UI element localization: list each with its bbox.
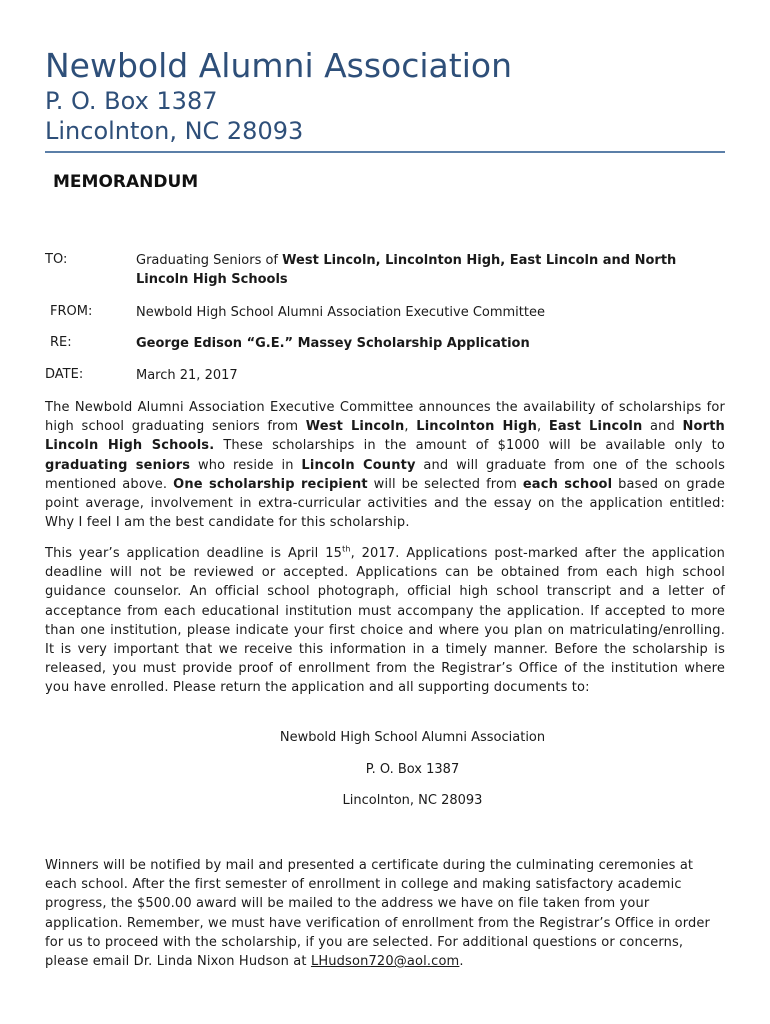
paragraph-winners — [45, 856, 725, 971]
to-label: TO: — [45, 252, 68, 267]
date-value: March 21, 2017 — [136, 368, 238, 383]
return-address-line1: Newbold High School Alumni Association — [279, 730, 546, 745]
letterhead-address-line2: Lincolnton, NC 28093 — [45, 117, 304, 145]
p1-west-lincoln: West Lincoln — [305, 419, 405, 435]
to-prefix: Graduating Seniors of — [136, 253, 283, 268]
re-label: RE: — [50, 335, 72, 350]
p2-text-1: This year’s application deadline is April 15 — [45, 546, 343, 561]
letterhead-address-line1: P. O. Box 1387 — [45, 87, 218, 115]
p1-text-4: and — [642, 419, 683, 435]
p2-text-2: , 2017. Applications post-marked after the application deadline will not be reviewed or accepted. Applications can be obtained from each high school guidance counselor. An official school photograph, official high school transcript and a letter of acceptance from each educational institution must accompany the application. If accepted to more than one institution, please indicate your first choice and where you plan on matriculating/enrolling. It is very important that we receive this information in a timely manner. Before the scholarship is released, you must provide proof of enrollment from the Registrar’s Office of the institution where you have enrolled. Please return the application and all supporting documents to: — [45, 546, 725, 696]
p1-text-2: , — [404, 419, 417, 435]
p1-north-lincoln: North Lincoln High Schools. — [45, 419, 725, 454]
p3-end: . — [459, 954, 464, 970]
p1-text-7: and will graduate from one of the schools mentioned above. — [45, 457, 725, 492]
from-label: FROM: — [50, 304, 93, 319]
p1-text-3: , — [536, 419, 549, 435]
p1-lincolnton-high: Lincolnton High — [416, 419, 537, 435]
letterhead-org-name: Newbold Alumni Association — [45, 46, 512, 85]
p3-text: Winners will be notified by mail and presented a certificate during the culminating ceremonies at each school. After the first semester of enrollment in college and making satisfactory academic progress, the $500.00 award will be mailed to the address we have on file taken from your application. Remember, we must have verification of enrollment from the Registrar’s Office in order for us to proceed with the scholarship, if you are selected. For additional questions or concerns, please email Dr. Linda Nixon Hudson at — [45, 858, 711, 970]
p1-lincoln-county: Lincoln County — [301, 457, 416, 473]
return-address-line2: P. O. Box 1387 — [365, 762, 460, 777]
paragraph-announcement — [45, 398, 725, 532]
to-schools: West Lincoln, Lincolnton High, East Lincoln and North Lincoln High Schools — [136, 253, 677, 287]
date-label: DATE: — [45, 367, 84, 382]
p1-text-9: based on grade point average, involvement in extra-curricular activities and the essay on the application entitled: Why I feel I am the best candidate for this scholarship. — [45, 476, 725, 531]
contact-email-link[interactable]: LHudson720@aol.com — [310, 954, 460, 970]
letterhead-divider — [45, 151, 725, 153]
p1-text-6: who reside in — [190, 457, 302, 473]
p1-text-1: The Newbold Alumni Association Executive Committee announces the availability of scholarships for high school graduating seniors from — [45, 400, 725, 435]
p2-ordinal-suffix: th — [342, 544, 351, 554]
p1-one-recipient: One scholarship recipient — [173, 476, 368, 492]
from-value: Newbold High School Alumni Association Executive Committee — [136, 305, 545, 320]
p1-east-lincoln: East Lincoln — [548, 419, 643, 435]
re-value: George Edison “G.E.” Massey Scholarship Application — [136, 336, 530, 351]
to-value — [136, 251, 726, 289]
p1-text-5: These scholarships in the amount of $1000 will be available only to — [214, 438, 725, 454]
memo-title: MEMORANDUM — [53, 172, 199, 192]
return-address-line3: Lincolnton, NC 28093 — [342, 793, 483, 808]
paragraph-deadline — [45, 544, 725, 698]
p1-each-school: each school — [522, 476, 613, 492]
p1-text-8: will be selected from — [367, 476, 523, 492]
p1-graduating-seniors: graduating seniors — [45, 457, 191, 473]
